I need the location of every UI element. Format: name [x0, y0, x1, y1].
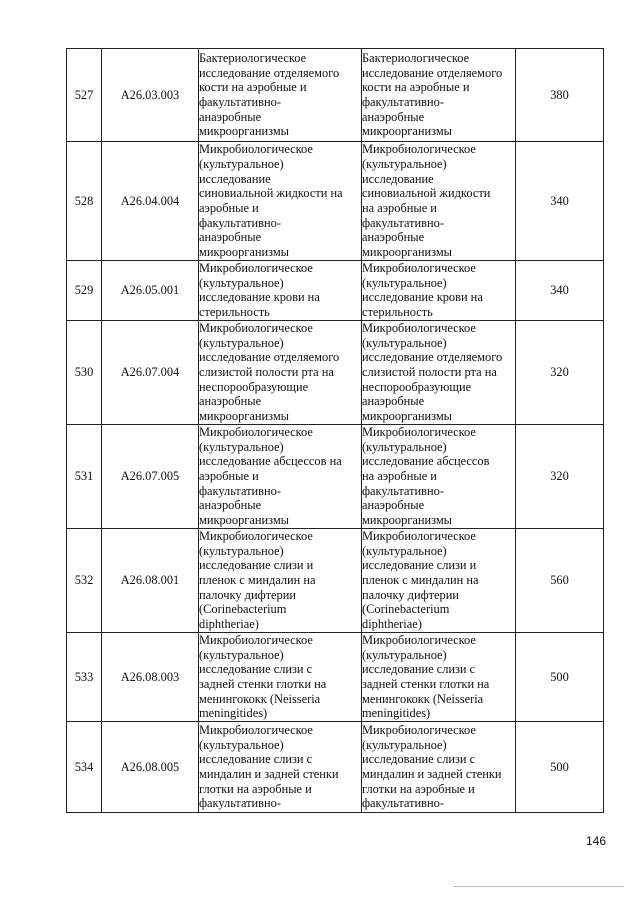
- service-name-duplicate-cell: [362, 722, 516, 813]
- service-code-cell: A26.08.005: [102, 722, 199, 813]
- service-name-duplicate-line: микроорганизмы: [362, 124, 453, 139]
- service-name-duplicate-line: палочку дифтерии: [362, 587, 460, 602]
- service-name-duplicate-line: неспорообразующие: [362, 379, 472, 394]
- service-name-duplicate-line: факультативно-: [362, 483, 444, 498]
- service-name-line: (культуральное): [199, 156, 284, 171]
- service-code-cell: A26.07.004: [102, 320, 199, 424]
- service-name-duplicate-line: (культуральное): [362, 439, 447, 454]
- service-name-duplicate-line: (Corinebacterium: [362, 602, 450, 617]
- service-code-cell: A26.04.004: [102, 142, 199, 261]
- service-name-line: исследование крови на: [199, 290, 320, 305]
- price-table-body: [67, 49, 604, 813]
- price-cell: 320: [516, 320, 604, 424]
- service-name-duplicate-line: исследование абсцессов: [362, 454, 490, 469]
- service-name-duplicate-line: пленок с миндалин на: [362, 572, 479, 587]
- service-name-duplicate-line: diphtheriae): [362, 617, 422, 632]
- service-name-duplicate-line: синовиальной жидкости: [362, 186, 491, 201]
- row-number-cell: 529: [67, 261, 102, 321]
- service-name-duplicate-line: (культуральное): [362, 275, 447, 290]
- service-name-line: факультативно-: [199, 796, 281, 811]
- service-name-line: (Corinebacterium: [199, 602, 287, 617]
- service-name-duplicate-line: Микробиологическое: [362, 632, 476, 647]
- service-name-duplicate-line: Бактериологическое: [362, 50, 470, 65]
- service-name-duplicate-line: исследование слизи и: [362, 558, 477, 573]
- service-name-line: кости на аэробные и: [199, 80, 307, 95]
- service-name-line: исследование отделяемого: [199, 65, 340, 80]
- price-cell: 500: [516, 632, 604, 721]
- service-name-line: Микробиологическое: [199, 142, 313, 157]
- service-name-duplicate-line: миндалин и задней стенки: [362, 767, 502, 782]
- service-code-cell: A26.03.003: [102, 49, 199, 142]
- price-cell: 380: [516, 49, 604, 142]
- row-number-cell: 528: [67, 142, 102, 261]
- service-name-duplicate-line: (культуральное): [362, 737, 447, 752]
- price-cell: 340: [516, 261, 604, 321]
- service-name-duplicate-line: Микробиологическое: [362, 320, 476, 335]
- service-name-duplicate-line: менингококк (Neisseria: [362, 691, 484, 706]
- footer-rule: [454, 886, 624, 887]
- service-name-line: палочку дифтерии: [199, 587, 297, 602]
- service-name-duplicate-cell: [362, 142, 516, 261]
- service-name-line: Микробиологическое: [199, 320, 313, 335]
- service-name-duplicate-line: исследование слизи с: [362, 662, 476, 677]
- service-name-cell: [199, 261, 362, 321]
- service-name-line: синовиальной жидкости на: [199, 186, 343, 201]
- service-name-cell: [199, 320, 362, 424]
- service-name-duplicate-line: анаэробные: [362, 498, 425, 513]
- service-name-cell: [199, 722, 362, 813]
- table-row: [67, 528, 604, 632]
- service-name-line: факультативно-: [199, 95, 281, 109]
- service-name-line: анаэробные: [199, 394, 262, 409]
- service-name-line: микроорганизмы: [199, 124, 290, 139]
- table-row: [67, 261, 604, 321]
- service-code-cell: A26.08.003: [102, 632, 199, 721]
- price-cell: 340: [516, 142, 604, 261]
- service-name-line: (культуральное): [199, 439, 284, 454]
- table-row: [67, 632, 604, 721]
- service-name-line: анаэробные: [199, 498, 262, 513]
- service-name-line: слизистой полости рта на: [199, 364, 334, 379]
- service-name-duplicate-cell: [362, 261, 516, 321]
- service-name-line: аэробные и: [199, 468, 259, 483]
- service-name-duplicate-line: на аэробные и: [362, 201, 437, 215]
- service-name-duplicate-line: факультативно-: [362, 95, 444, 109]
- service-name-duplicate-line: Микробиологическое: [362, 722, 476, 737]
- service-name-cell: [199, 424, 362, 528]
- service-name-duplicate-line: микроорганизмы: [362, 245, 453, 260]
- row-number-cell: 531: [67, 424, 102, 528]
- service-name-duplicate-line: Микробиологическое: [362, 261, 476, 275]
- service-name-line: (культуральное): [199, 543, 284, 558]
- service-name-line: микроорганизмы: [199, 245, 290, 260]
- service-name-line: факультативно-: [199, 215, 281, 230]
- service-name-duplicate-cell: [362, 528, 516, 632]
- service-name-duplicate-line: факультативно-: [362, 215, 444, 230]
- service-name-line: Бактериологическое: [199, 50, 307, 65]
- service-name-duplicate-line: анаэробные: [362, 394, 425, 409]
- service-name-line: Микробиологическое: [199, 528, 313, 543]
- table-row: [67, 320, 604, 424]
- service-name-duplicate-line: meningitides): [362, 706, 431, 721]
- service-name-duplicate-line: исследование отделяемого: [362, 65, 503, 80]
- service-name-line: глотки на аэробные и: [199, 781, 312, 796]
- service-name-duplicate-cell: [362, 320, 516, 424]
- table-row: [67, 142, 604, 261]
- service-name-duplicate-line: исследование: [362, 171, 434, 186]
- service-name-duplicate-line: на аэробные и: [362, 468, 437, 483]
- service-name-line: задней стенки глотки на: [199, 676, 327, 691]
- service-name-duplicate-line: (культуральное): [362, 335, 447, 350]
- service-name-cell: [199, 528, 362, 632]
- table-row: [67, 49, 604, 142]
- service-name-duplicate-line: Микробиологическое: [362, 528, 476, 543]
- service-name-duplicate-cell: [362, 49, 516, 142]
- row-number-cell: 534: [67, 722, 102, 813]
- service-name-duplicate-line: анаэробные: [362, 230, 425, 245]
- service-name-line: исследование: [199, 171, 271, 186]
- service-name-line: анаэробные: [199, 230, 262, 245]
- row-number-cell: 532: [67, 528, 102, 632]
- service-name-duplicate-line: Микробиологическое: [362, 424, 476, 439]
- service-name-duplicate-line: стерильность: [362, 305, 433, 320]
- service-name-line: исследование абсцессов на: [199, 454, 342, 469]
- service-name-line: diphtheriae): [199, 617, 259, 632]
- service-name-line: (культуральное): [199, 647, 284, 662]
- service-name-line: Микробиологическое: [199, 261, 313, 275]
- row-number-cell: 530: [67, 320, 102, 424]
- service-name-line: Микробиологическое: [199, 424, 313, 439]
- service-name-line: исследование слизи с: [199, 752, 313, 767]
- service-name-duplicate-cell: [362, 632, 516, 721]
- service-name-duplicate-line: (культуральное): [362, 543, 447, 558]
- service-code-cell: A26.08.001: [102, 528, 199, 632]
- service-name-duplicate-line: анаэробные: [362, 109, 425, 124]
- table-row: [67, 424, 604, 528]
- service-code-cell: A26.07.005: [102, 424, 199, 528]
- service-name-duplicate-line: микроорганизмы: [362, 409, 453, 424]
- service-name-line: микроорганизмы: [199, 409, 290, 424]
- service-name-line: стерильность: [199, 305, 270, 320]
- service-name-cell: [199, 49, 362, 142]
- service-name-line: неспорообразующие: [199, 379, 309, 394]
- service-name-line: анаэробные: [199, 109, 262, 124]
- service-name-duplicate-line: кости на аэробные и: [362, 80, 470, 95]
- service-name-duplicate-line: глотки на аэробные и: [362, 781, 475, 796]
- price-cell: 320: [516, 424, 604, 528]
- service-name-line: аэробные и: [199, 201, 259, 215]
- service-name-line: (культуральное): [199, 275, 284, 290]
- service-name-line: Микробиологическое: [199, 632, 313, 647]
- service-name-line: микроорганизмы: [199, 513, 290, 528]
- price-cell: 500: [516, 722, 604, 813]
- price-cell: 560: [516, 528, 604, 632]
- service-name-line: исследование слизи и: [199, 558, 314, 573]
- service-name-line: факультативно-: [199, 483, 281, 498]
- service-name-line: Микробиологическое: [199, 722, 313, 737]
- service-name-duplicate-line: задней стенки глотки на: [362, 676, 490, 691]
- service-name-duplicate-line: факультативно-: [362, 796, 444, 811]
- service-name-duplicate-cell: [362, 424, 516, 528]
- service-name-duplicate-line: слизистой полости рта на: [362, 364, 497, 379]
- service-name-line: meningitides): [199, 706, 268, 721]
- service-code-cell: A26.05.001: [102, 261, 199, 321]
- service-name-duplicate-line: (культуральное): [362, 156, 447, 171]
- service-name-line: исследование слизи с: [199, 662, 313, 677]
- service-name-duplicate-line: (культуральное): [362, 647, 447, 662]
- service-name-line: (культуральное): [199, 335, 284, 350]
- service-name-line: (культуральное): [199, 737, 284, 752]
- service-name-duplicate-line: микроорганизмы: [362, 513, 453, 528]
- service-name-duplicate-line: исследование крови на: [362, 290, 483, 305]
- price-table: [66, 48, 604, 813]
- service-name-cell: [199, 142, 362, 261]
- service-name-cell: [199, 632, 362, 721]
- service-name-duplicate-line: исследование отделяемого: [362, 350, 503, 365]
- service-name-line: миндалин и задней стенки: [199, 767, 339, 782]
- service-name-line: менингококк (Neisseria: [199, 691, 321, 706]
- service-name-duplicate-line: исследование слизи с: [362, 752, 476, 767]
- service-name-line: пленок с миндалин на: [199, 572, 316, 587]
- table-row: [67, 722, 604, 813]
- service-name-line: исследование отделяемого: [199, 350, 340, 365]
- row-number-cell: 527: [67, 49, 102, 142]
- page-number: 146: [586, 834, 607, 848]
- row-number-cell: 533: [67, 632, 102, 721]
- service-name-duplicate-line: Микробиологическое: [362, 142, 476, 157]
